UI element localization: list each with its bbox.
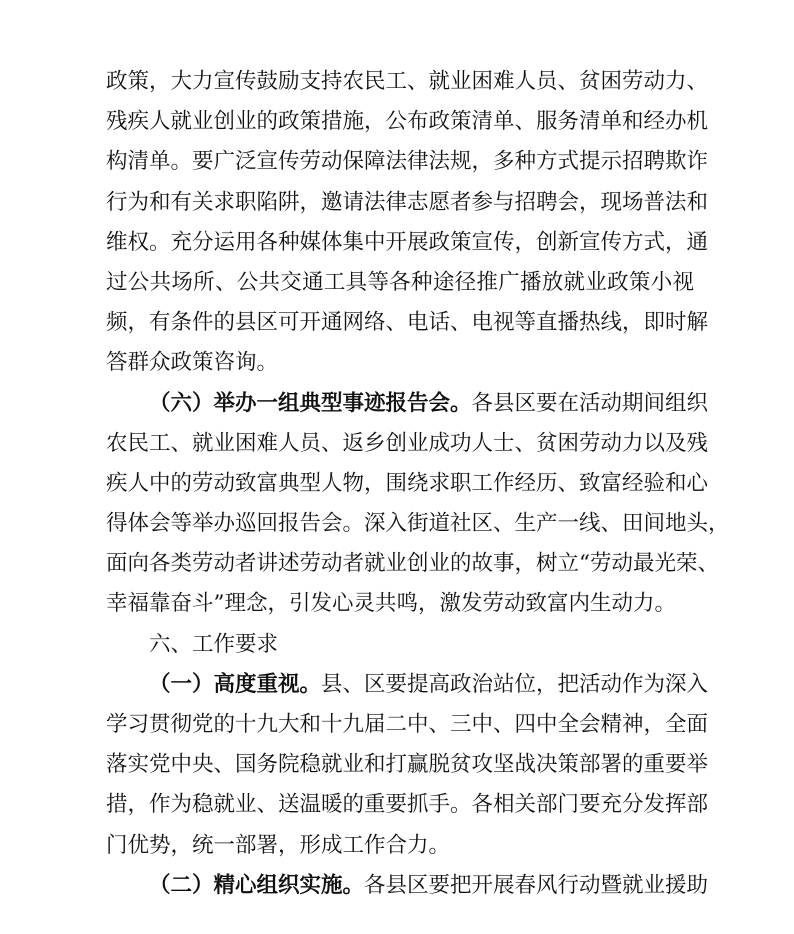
paragraph-policy-promotion [106,62,709,384]
document-page [106,62,730,906]
text-line: 残疾人就业创业的政策措施，公布政策清单、服务清单和经办机 [106,109,709,135]
paragraph-report-meetings [106,384,730,625]
text-line: 疾人中的劳动致富典型人物，围绕求职工作经历、致富经验和心 [106,470,709,496]
text-line: 答群众政策咨询。 [106,350,279,376]
text-line: 门优势，统一部署，形成工作合力。 [106,832,451,858]
paragraph-lead: （六）举办一组典型事迹报告会。 [149,390,472,416]
text-line: 落实党中央、国务院稳就业和打赢脱贫攻坚战决策部署的重要举 [106,752,709,778]
paragraph-lead: （二）精心组织实施。 [149,872,365,898]
text-line [106,665,709,705]
text-line: 政策，大力宣传鼓励支持农民工、就业困难人员、贫困劳动力、 [106,69,709,94]
section-heading: 六、工作要求 [149,631,279,657]
text-line: 幸福靠奋斗”理念，引发心灵共鸣，激发劳动致富内生动力。 [106,591,676,617]
text-line: 维权。充分运用各种媒体集中开展政策宣传，创新宣传方式，通 [106,229,709,255]
text-line: 行为和有关求职陷阱，邀请法律志愿者参与招聘会，现场普法和 [106,189,709,215]
text-line [106,384,709,424]
text-line: 学习贯彻党的十九大和十九届二中、三中、四中全会精神，全面 [106,712,709,737]
paragraph-careful-implementation [106,866,709,906]
text-line: 农民工、就业困难人员、返乡创业成功人士、贫困劳动力以及残 [106,430,709,456]
paragraph-lead: （一）高度重视。 [149,671,322,697]
paragraph-lead-rest: 县、区要提高政治站位，把活动作为深入 [321,671,709,697]
paragraph-lead-rest: 各县区要把开展春风行动暨就业援助 [364,872,709,898]
paragraph-high-attention [106,665,709,866]
text-line: 面向各类劳动者讲述劳动者就业创业的故事，树立“劳动最光荣、 [106,551,719,577]
text-line: 措，作为稳就业、送温暖的重要抓手。各相关部门要充分发挥部 [106,792,709,818]
text-line: 频，有条件的县区可开通网络、电话、电视等直播热线，即时解 [106,310,709,336]
text-line: 得体会等举办巡回报告会。深入街道社区、生产一线、田间地头， [106,511,730,537]
paragraph-lead-rest: 各县区要在活动期间组织 [471,390,709,416]
text-line: 过公共场所、公共交通工具等各种途径推广播放就业政策小视 [106,269,694,295]
text-line [106,866,709,906]
text-line: 构清单。要广泛宣传劳动保障法律法规，多种方式提示招聘欺诈 [106,149,709,175]
